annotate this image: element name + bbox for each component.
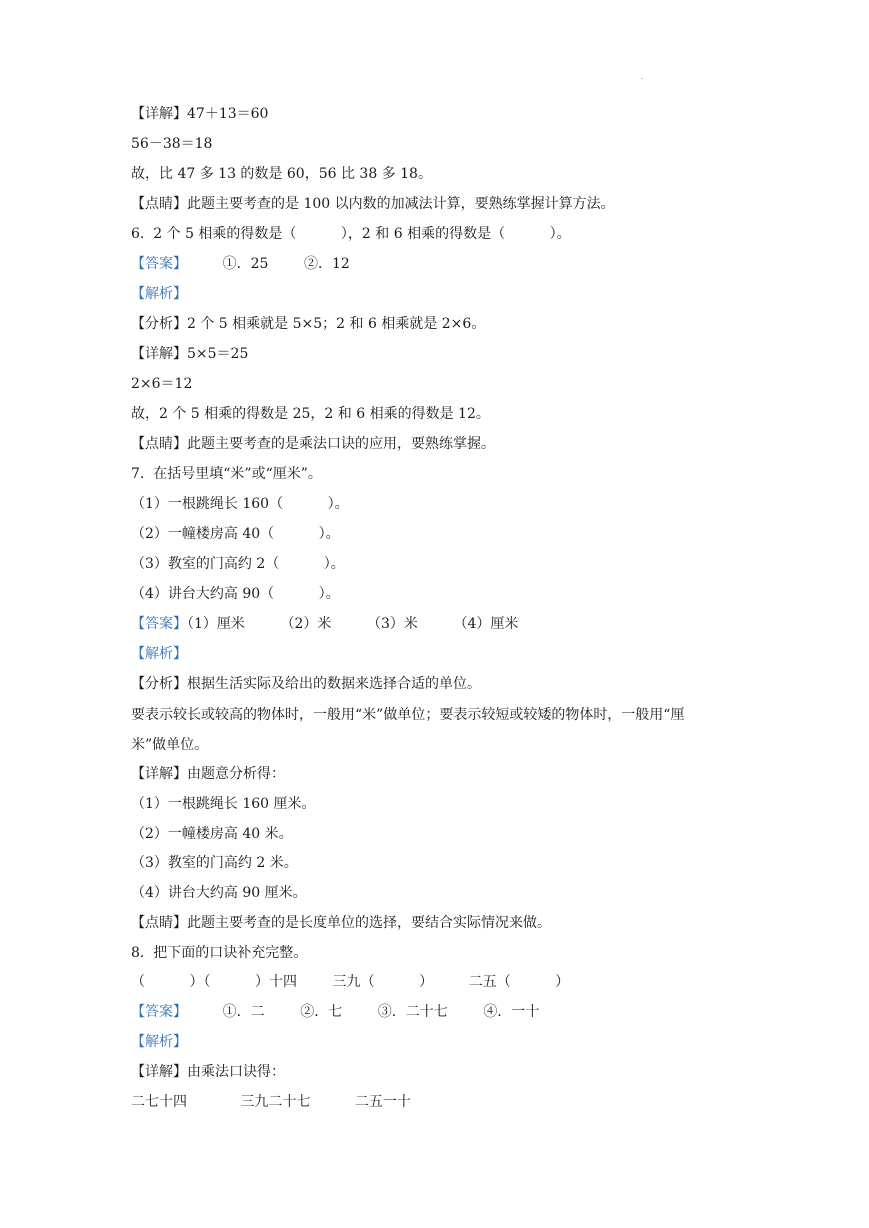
text-line: （3）教室的门高约 2（ ）。 bbox=[131, 556, 345, 572]
text-line: 【解析】 bbox=[131, 286, 187, 302]
text-line: （1）一根跳绳长 160（ ）。 bbox=[131, 496, 349, 512]
text-line: （4）讲台大约高 90（ ）。 bbox=[131, 586, 340, 602]
text-line: 米”做单位。 bbox=[131, 737, 209, 753]
text-line: （1）一根跳绳长 160 厘米。 bbox=[131, 796, 316, 812]
text-line: 56－38＝18 bbox=[131, 136, 213, 152]
answer-label: 【答案】 bbox=[131, 1004, 187, 1020]
text-line: 【详解】47＋13＝60 bbox=[131, 106, 269, 122]
text-line: 【答案】 ①．二 ②．七 ③．二十七 ④．一十 bbox=[131, 1004, 540, 1020]
text-line: 【答案】（1）厘米 （2）米 （3）米 （4）厘米 bbox=[131, 616, 519, 632]
text-line: 【点睛】此题主要考查的是乘法口诀的应用，要熟练掌握。 bbox=[131, 436, 495, 452]
text-line: 2×6＝12 bbox=[131, 376, 193, 392]
text-line: （ ）（ ）十四 三九（ ） 二五（ ） bbox=[131, 974, 570, 990]
text-line: 7. 在括号里填“米”或“厘米”。 bbox=[131, 466, 322, 482]
text-line: 【详解】5×5＝25 bbox=[131, 346, 249, 362]
text-line: （3）教室的门高约 2 米。 bbox=[131, 855, 298, 871]
text-line: 【解析】 bbox=[131, 1034, 187, 1050]
answer-label: 【答案】 bbox=[131, 616, 187, 632]
text-line: （2）一幢楼房高 40 米。 bbox=[131, 826, 293, 842]
text-line: 要表示较长或较高的物体时，一般用“米”做单位；要表示较短或较矮的物体时，一般用“厘 bbox=[131, 707, 685, 723]
text-line: 【答案】 ①．25 ②．12 bbox=[131, 256, 350, 272]
text-line: 6. 2 个 5 相乘的得数是（ ），2 和 6 相乘的得数是（ ）。 bbox=[131, 226, 571, 242]
text-line: 二七十四 三九二十七 二五一十 bbox=[131, 1094, 411, 1110]
text-line: 【详解】由乘法口诀得： bbox=[131, 1064, 285, 1080]
text-line: 【解析】 bbox=[131, 646, 187, 662]
text-line: （2）一幢楼房高 40（ ）。 bbox=[131, 526, 340, 542]
text-line: 【分析】根据生活实际及给出的数据来选择合适的单位。 bbox=[131, 676, 481, 692]
text-line: （4）讲台大约高 90 厘米。 bbox=[131, 885, 307, 901]
text-line: 【点睛】此题主要考查的是 100 以内数的加减法计算，要熟练掌握计算方法。 bbox=[131, 196, 615, 212]
text-line: 故，比 47 多 13 的数是 60，56 比 38 多 18。 bbox=[131, 166, 432, 182]
text-line: 【点睛】此题主要考查的是长度单位的选择，要结合实际情况来做。 bbox=[131, 915, 551, 931]
text-line: 8. 把下面的口诀补充完整。 bbox=[131, 945, 308, 961]
text-line: 故，2 个 5 相乘的得数是 25，2 和 6 相乘的得数是 12。 bbox=[131, 406, 490, 422]
text-line: 【分析】2 个 5 相乘就是 5×5；2 和 6 相乘就是 2×6。 bbox=[131, 316, 486, 332]
text-line: 【详解】由题意分析得： bbox=[131, 766, 285, 782]
corner-mark: . bbox=[641, 72, 644, 81]
answer-label: 【答案】 bbox=[131, 256, 187, 272]
